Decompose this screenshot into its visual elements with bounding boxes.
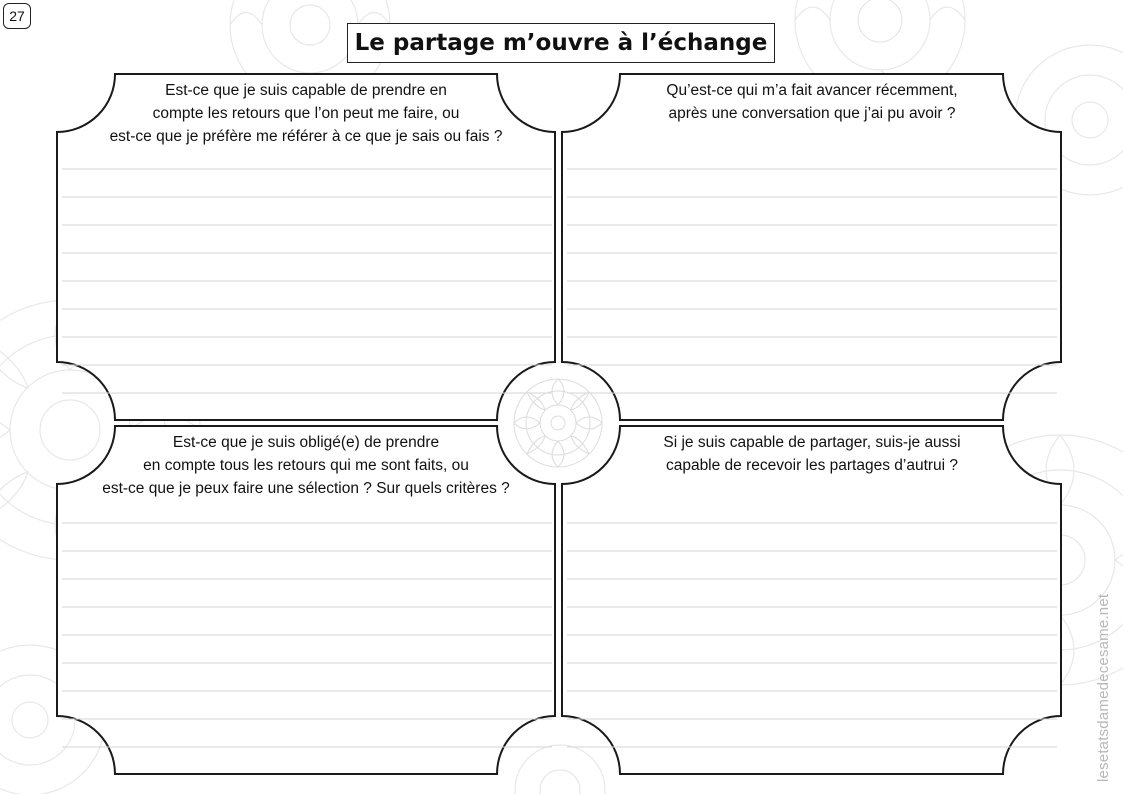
page-title: Le partage m’ouvre à l’échange [347, 23, 775, 63]
page-number: 27 [3, 3, 31, 29]
watermark: lesetatsdamedecesame.net [1095, 593, 1112, 782]
question-3: Est-ce que je suis obligé(e) de prendre en compte tous les retours qui me sont faits, ou est-ce que je peux faire une sélection ? Sur quels critères ? [102, 434, 510, 497]
frame-4 [562, 426, 1061, 774]
question-1: Est-ce que je suis capable de prendre en compte les retours que l’on peut me faire, ou est-ce que je préfère me référer à ce que je sais ou fais ? [109, 82, 503, 145]
question-4: Si je suis capable de partager, suis-je aussi capable de recevoir les partages d’autrui ? [663, 434, 961, 474]
question-2: Qu’est-ce qui m’a fait avancer récemment, après une conversation que j’ai pu avoir ? [666, 82, 958, 122]
frame-2 [562, 74, 1061, 420]
